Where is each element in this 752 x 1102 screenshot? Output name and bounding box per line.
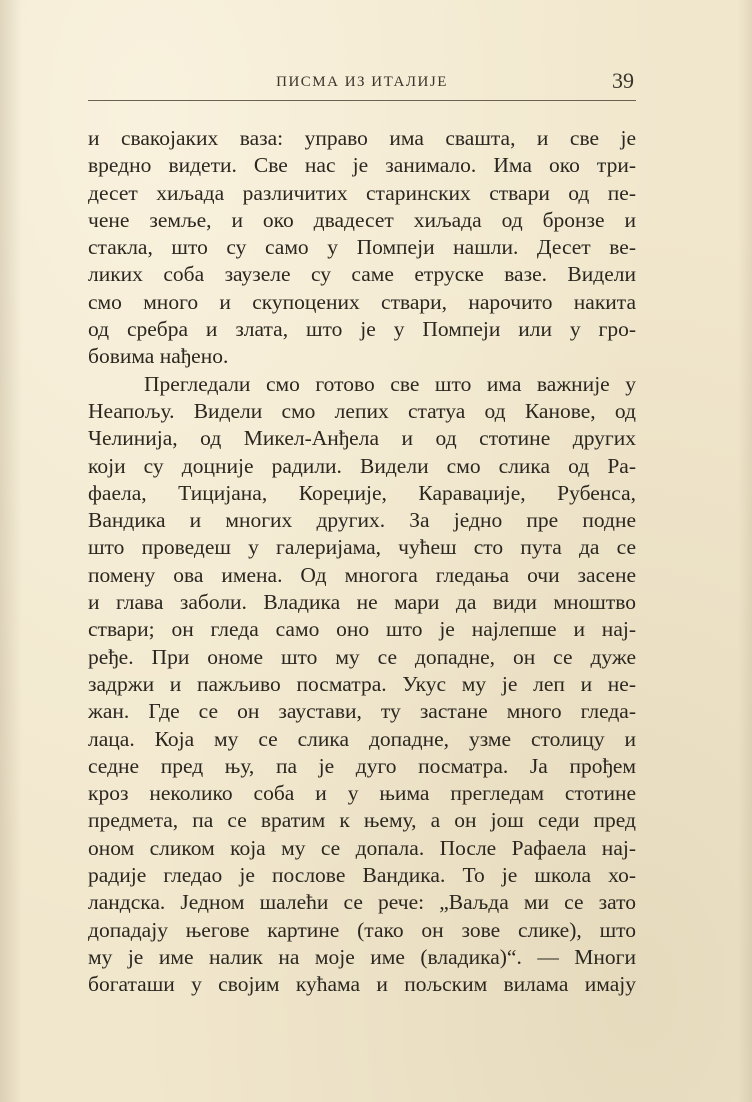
running-title: ПИСМА ИЗ ИТАЛИЈЕ bbox=[276, 74, 448, 90]
text-line: ликих соба заузеле су саме етруске вазе. Видели bbox=[88, 262, 636, 287]
text-line: лаца. Која му се слика допадне, узме столицу и bbox=[88, 726, 636, 751]
text-line: му је име налик на моје име (владика)“. — Многи bbox=[88, 944, 636, 969]
text-line: стакла, што су само у Помпеји нашли. Десет ве- bbox=[88, 235, 636, 260]
body-text bbox=[88, 125, 636, 999]
text-line: радије гледао је послове Вандика. То је школа хо- bbox=[88, 863, 636, 888]
text-line: ландска. Једном шалећи се рече: „Ваљда ми се зато bbox=[88, 890, 636, 915]
text-line: Неапољу. Видели смо лепих статуа од Канове, од bbox=[88, 398, 636, 423]
text-line: што проведеш у галеријама, чућеш сто пута да се bbox=[88, 535, 636, 560]
text-line: оном сликом која му се допала. После Рафаела нај- bbox=[88, 835, 636, 860]
text-line: седне пред њу, па је дуго посматра. Ја прођем bbox=[88, 753, 636, 778]
text-line: Вандика и многих других. За једно пре подне bbox=[88, 508, 636, 533]
text-line: Челинија, од Микел-Анђела и од стотине других bbox=[88, 426, 636, 451]
text-line: чене земље, и око двадесет хиљада од бронзе и bbox=[88, 207, 636, 232]
running-head bbox=[88, 70, 636, 101]
text-line: ређе. При ономе што му се допадне, он се дуже bbox=[88, 644, 636, 669]
text-line: и свакојаких ваза: управо има свашта, и све је bbox=[88, 126, 636, 150]
text-line: бовима нађено. bbox=[88, 344, 229, 369]
text-line: од сребра и злата, што је у Помпеји или у гро- bbox=[88, 317, 636, 342]
text-line: жан. Где се он заустави, ту застане много гледа- bbox=[88, 699, 636, 724]
page-number: 39 bbox=[612, 68, 634, 93]
text-line: ствари; он гледа само оно што је најлепше и нај- bbox=[88, 617, 636, 642]
text-line: и глава заболи. Владика не мари да види мноштво bbox=[88, 590, 636, 615]
text-line: задржи и пажљиво посматра. Укус му је леп и не- bbox=[88, 671, 636, 696]
text-line: кроз неколико соба и у њима прегледам стотине bbox=[88, 781, 636, 806]
text-line: десет хиљада различитих старинских ствари од пе- bbox=[88, 180, 636, 205]
text-line: предмета, па се вратим к њему, а он још седи пред bbox=[88, 808, 636, 833]
text-line: допадају његове картине (тако он зове слике), што bbox=[88, 917, 636, 942]
text-line: који су доцније радили. Видели смо слика од Ра- bbox=[88, 453, 636, 478]
text-line: богаташи у својим кућама и пољским вилама имају bbox=[88, 972, 636, 997]
text-line: смо много и скупоцених ствари, нарочито накита bbox=[88, 289, 636, 314]
text-line: вредно видети. Све нас је занимало. Има око три- bbox=[88, 153, 636, 178]
text-line: фаела, Тицијана, Кореџије, Караваџије, Рубенса, bbox=[88, 480, 636, 505]
text-line: помену ова имена. Од многога гледања очи засене bbox=[88, 562, 636, 587]
text-line: Прегледали смо готово све што има важније у bbox=[144, 371, 636, 396]
